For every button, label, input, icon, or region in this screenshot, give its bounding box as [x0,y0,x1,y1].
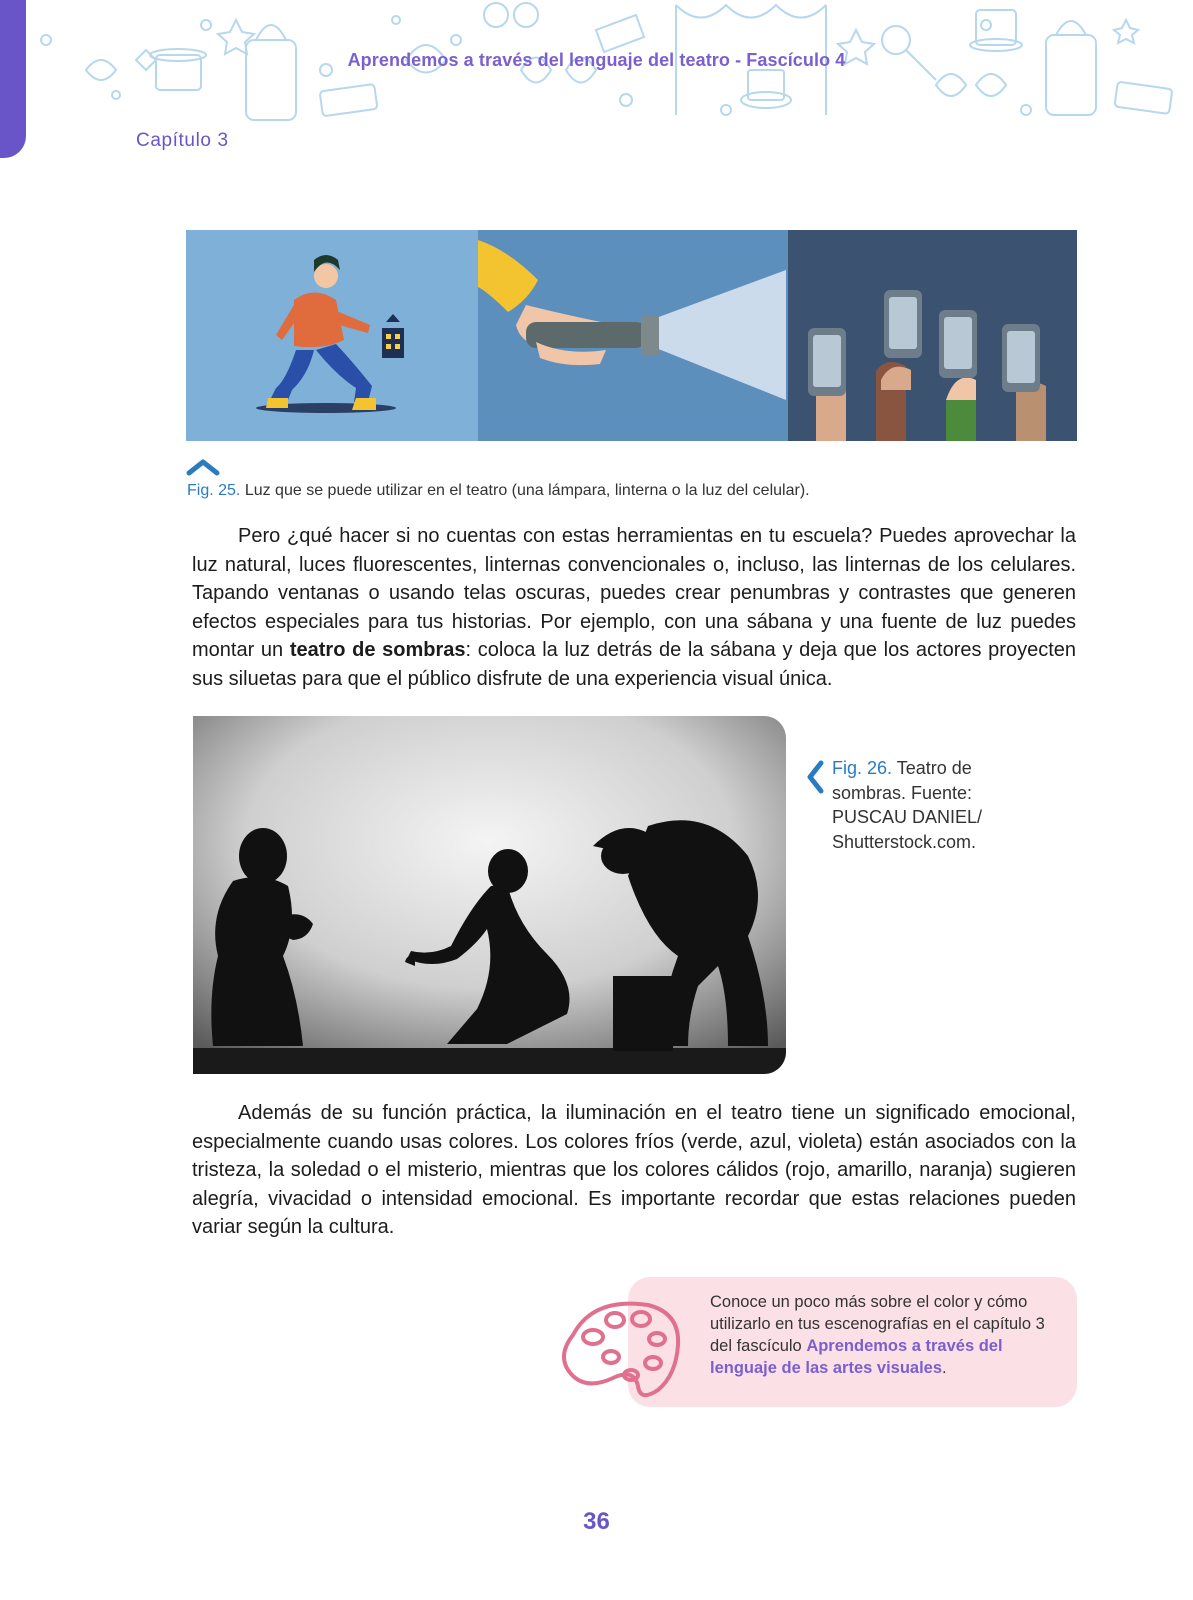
caret-left-icon [806,760,824,794]
figure-25-label: Fig. 25. [187,482,241,499]
side-tab [0,0,26,158]
chapter-label: Capítulo 3 [136,130,229,151]
paragraph-1 [192,522,1076,694]
figure-26-photo [193,716,786,1074]
page-number: 36 [583,1508,610,1535]
callout-highlight: Aprendemos a través del lenguaje de las artes visuales [710,1337,1003,1377]
figure-25-caption [187,482,810,500]
figure-26-label: Fig. 26. [832,758,893,778]
paint-palette-icon [553,1295,683,1405]
paragraph-1-bold: teatro de sombras [289,639,466,662]
figure-25-illustration [186,230,1077,441]
paragraph-2 [192,1099,1076,1242]
callout-text-a: Conoce un poco más sobre el color y cómo utilizarlo en tus escenografías en el capítulo 3 del fascículo [710,1293,1045,1355]
paragraph-2-text: Además de su función práctica, la iluminación en el teatro tiene un significado emocional, especialmente cuando usas colores. Los colores fríos (verde, azul, violeta) están asociados con la tristeza, la soledad o el misterio, mientras que los colores cálidos (rojo, amarillo, naranja) sugieren alegría, vivacidad o intensidad emocional. Es importante recordar que estas relaciones pueden variar según la cultura. [192,1102,1076,1239]
callout-text [710,1291,1055,1379]
figure-26-caption [832,756,1032,854]
paragraph-1-text-b: : coloca la luz detrás de la sábana y deja que los actores proyecten sus siluetas para que el público disfrute de una experiencia visual única. [192,639,1077,690]
callout-text-b: . [942,1359,947,1377]
series-title: Aprendemos a través del lenguaje del teatro - Fascículo 4 [347,50,846,70]
figure-26-caption-text: Teatro de sombras. Fuente: PUSCAU DANIEL/ Shutterstock.com. [832,758,983,852]
figure-25-caption-text: Luz que se puede utilizar en el teatro (una lámpara, linterna o la luz del celular). [244,482,810,499]
caret-up-icon [186,458,220,476]
paragraph-1-text-a: Pero ¿qué hacer si no cuentas con estas herramientas en tu escuela? Puedes aprovechar la luz natural, luces fluorescentes, linternas convencionales o, incluso, las linternas de los celulares. Tapando ventanas o usando telas oscuras, puedes crear penumbras y contrastes que generen efectos especiales para tus historias. Por ejemplo, con una sábana y una fuente de luz puedes montar un [192,525,1076,662]
